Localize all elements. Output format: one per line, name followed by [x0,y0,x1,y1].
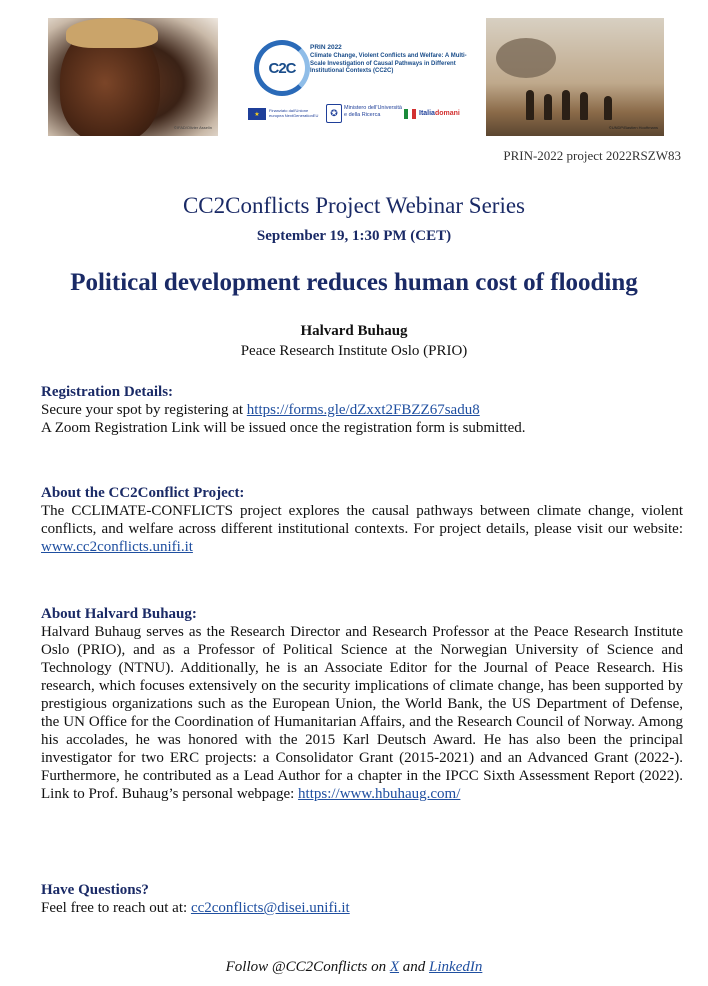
registration-form-link[interactable]: https://forms.gle/dZxxt2FBZZ67sadu8 [246,402,480,418]
contact-email-link[interactable]: cc2conflicts@disei.unifi.it [190,900,350,916]
speaker-name: Halvard Buhaug [300,323,408,339]
project-code: PRIN-2022 project 2022RSZW83 [503,148,681,163]
project-logo-block [246,30,476,140]
photo-person [580,92,588,120]
about-project-text: The CCLIMATE-CONFLICTS project explores the causal pathways between climate change, violent conflicts, and welfare across different institutional contexts. For project details, please visit our website: www.cc2conflicts.unifi.it [41,503,683,555]
photo-person [604,96,612,120]
woman-portrait-photo [48,18,218,136]
event-date: September 19, 1:30 PM (CET) [256,228,452,244]
about-speaker-heading: About Halvard Buhaug: [41,606,197,622]
questions-section [41,881,683,917]
speaker-webpage-link[interactable]: https://www.hbuhaug.com/ [298,786,461,802]
left-photo-credit: ©IFAD/Olivier Asselin [173,125,212,130]
right-photo-credit: ©UNDP/Bastien Hooftmans [608,125,658,130]
registration-intro-line: Secure your spot by registering at https://forms.gle/dZxxt2FBZZ67sadu8 [41,402,480,418]
registration-section [41,383,683,437]
webinar-series-title: CC2Conflicts Project Webinar Series [182,193,526,218]
project-website-link[interactable]: www.cc2conflicts.unifi.it [41,539,193,555]
about-project-section [41,484,683,556]
registration-note: A Zoom Registration Link will be issued once the registration form is submitted. [41,420,526,436]
photo-person [526,90,534,120]
social-footer: Follow @CC2Conflicts on X and LinkedIn [225,959,483,975]
photo-person [544,94,552,120]
linkedin-link[interactable]: LinkedIn [429,959,483,975]
about-speaker-text: Halvard Buhaug serves as the Research Director and Research Professor at the Peace Research Institute Oslo (PRIO), and as a Professor of Political Science at the Norwegian University of Science and Technology (NTNU). Additionally, he is an Associate Editor for the Journal of Peace Research. His research, which focuses extensively on the security implications of climate change, has been supported by prestigious organizations such as the European Union, the World Bank, the US Department of Defense, the UN Office for the Coordination of Humanitarian Affairs, and the Research Council of Norway. Among his accolades, he was honored with the 2015 Karl Deutsch Award. He has also been the principal investigator for two ERC projects: a Consolidator Grant (2015-2021) and an Advanced Grant (2022-). Furthermore, he contributed as a Lead Author for a chapter in the IPCC Sixth Assessment Report (2022). Link to Prof. Buhaug’s personal webpage: https://www.hbuhaug.com/ [41,624,683,802]
mur-text: Ministero dell'Università e della Ricerca [344,105,402,118]
questions-line: Feel free to reach out at: cc2conflicts@disei.unifi.it [41,900,350,916]
photo-tree [496,38,556,78]
mur-emblem-icon: ✪ [326,104,342,123]
portrait-headwrap [66,18,158,48]
talk-title: Political development reduces human cost of flooding [70,269,638,296]
header-banner [0,0,708,150]
registration-heading: Registration Details: [41,384,174,400]
x-link[interactable]: X [389,959,400,975]
questions-heading: Have Questions? [41,882,149,898]
project-full-title: Climate Change, Violent Conflicts and Welfare: A Multi-Scale Investigation of Causal Pathways in Different Institutional Contexts (CC2C) [310,53,467,74]
prin-label: PRIN 2022 [310,44,342,51]
c2c-logo-icon: C2C [254,40,310,96]
eu-funding-text: Finanziato dall'Unione europea NextGenerationEU [269,108,319,118]
eu-flag-icon: ★ [248,108,266,120]
about-project-heading: About the CC2Conflict Project: [41,485,245,501]
speaker-affiliation: Peace Research Institute Oslo (PRIO) [240,343,468,359]
flood-walkers-photo [486,18,664,136]
photo-person [562,90,570,120]
italia-domani-text: Italiadomani [419,110,460,117]
about-speaker-section [41,605,683,803]
italia-domani-flag-icon [404,109,416,119]
